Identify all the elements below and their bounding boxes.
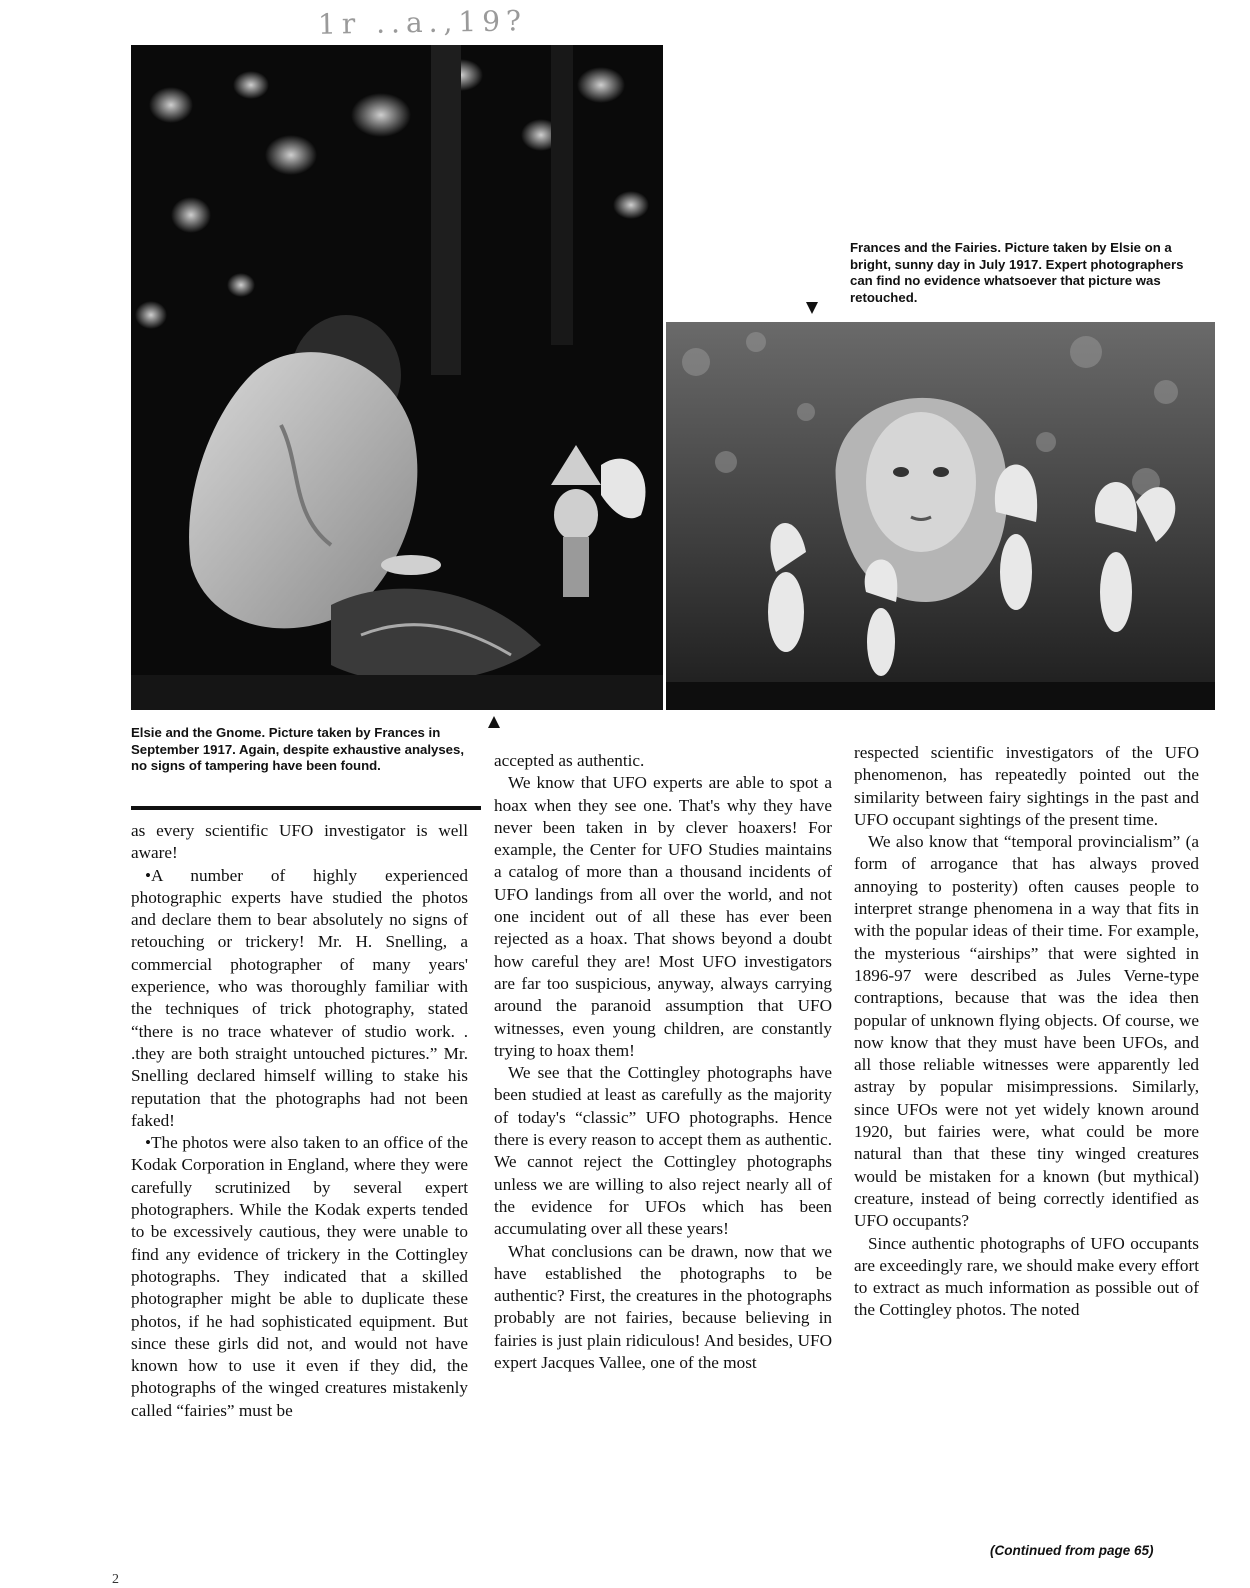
page-mark: 2 (112, 1572, 119, 1587)
caption-frances-and-the-fairies: Frances and the Fairies. Picture taken by Elsie on a bright, sunny day in July 1917. Expert photographers can find no evidence whatsoever that picture was retouched. (850, 240, 1184, 305)
photo-elsie-and-the-gnome (131, 45, 663, 710)
paragraph: We know that UFO experts are able to spot a hoax when they see one. That's why they have never been taken in by clever hoaxers! For example, the Center for UFO Studies maintains a catalog of more than a thousand incidents of UFO landings from all over the world, and not one incident out of all these has ever been rejected as a hoax. That shows beyond a doubt how careful they are! Most UFO investigators are far too suspicious, anyway, always carrying around the paranoid assumption that UFO witnesses, even young children, are constantly trying to hoax them! (494, 773, 832, 1060)
paragraph: accepted as authentic. (494, 751, 645, 770)
paragraph: What conclusions can be drawn, now that we have established the photographs to be authentic? First, the creatures in the photographs probably are not fairies, because believing in fairies is just plain ridiculous! And besides, UFO expert Jacques Vallee, one of the most (494, 1241, 832, 1373)
paragraph: respected scientific investigators of the UFO phenomenon, has repeatedly pointed out the similarity between fairy sightings in the past and UFO occupant sightings of the present time. (854, 743, 1199, 829)
paragraph: as every scientific UFO investigator is well aware! (131, 821, 468, 863)
photo-frances-and-the-fairies (666, 322, 1215, 710)
continued-from-note: (Continued from page 65) (990, 1543, 1154, 1558)
paragraph: We also know that “temporal provincialism” (a form of arrogance that has always proved annoying to posterity) often causes people to interpret strange phenomena in a way that fits in with the popular ideas of their time. For example, the mysterious “airships” that were sighted in 1896-97 were described as Jules Verne-type contraptions, because that was the idea then popular of unknown flying objects. Of course, we now know that they must have been UFOs, and all those reliable witnesses were apparently led astray by popular misimpressions. Similarly, since UFOs were not yet widely known around 1920, but fairies were, what could be more natural than that these tiny winged creatures would be mistaken for a known (but mythical) creature, instead of being correctly identified as UFO occupants? (854, 832, 1199, 1231)
paragraph: •The photos were also taken to an office of the Kodak Corporation in England, where they were carefully scrutinized by several expert photographers. While the Kodak experts tended to be excessively cautious, they were unable to find any evidence of trickery in the Cottingley photographs. They indicated that a skilled photographer might be able to duplicate these photos, if he had sophisticated equipment. But since these girls did not, and would not have known how to use it even if they did, the photographs of the winged creatures mistakenly called “fairies” must be (131, 1133, 468, 1420)
caption-elsie-and-the-gnome: Elsie and the Gnome. Picture taken by Frances in September 1917. Again, despite exhaustive analyses, no signs of tampering have been found. (131, 725, 465, 773)
article-column-1 (131, 820, 468, 1422)
paragraph: •A number of highly experienced photographic experts have studied the photos and declare them to bear absolutely no signs of retouching or trickery! Mr. H. Snelling, a commercial photographer of many years' experience, who was thoroughly familiar with the techniques of trick photography, stated “there is no trace whatever of studio work. . .they are both straight untouched pictures.” Mr. Snelling declared himself willing to stake his reputation that the photographs had not been faked! (131, 865, 468, 1130)
handwritten-date-note: 1r ..a.,19? (317, 4, 528, 41)
paragraph: Since authentic photographs of UFO occupants are exceedingly rare, we should make every effort to extract as much information as possible out of the Cottingley photos. The noted (854, 1233, 1199, 1320)
caption-pointer-up-icon (488, 716, 500, 728)
article-column-2 (494, 750, 832, 1374)
article-column-3 (854, 742, 1199, 1322)
column-divider-rule (131, 806, 481, 810)
paragraph: We see that the Cottingley photographs have been studied at least as carefully as the majority of today's “classic” UFO photographs. Hence there is every reason to accept them as authentic. We cannot reject the Cottingley photographs unless we are willing to also reject nearly all of the evidence for UFOs which has been accumulating over all these years! (494, 1063, 832, 1239)
caption-pointer-down-icon (806, 302, 818, 314)
